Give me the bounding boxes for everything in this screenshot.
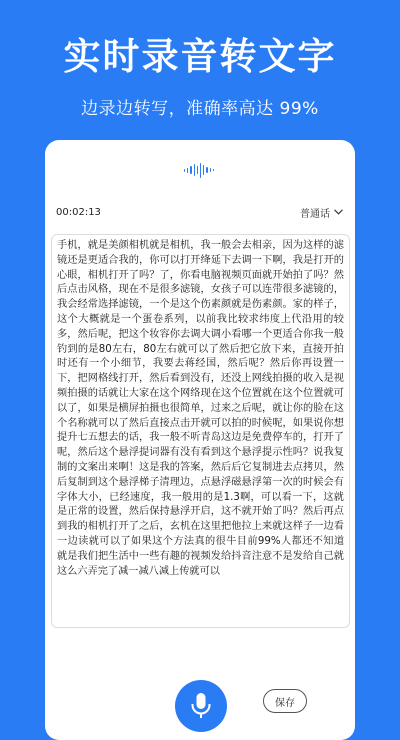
headline: 实时录音转文字 [63,35,337,78]
record-button[interactable] [175,680,227,732]
recording-timer: 00:02:13 [56,206,101,218]
language-label: 普通话 [300,208,330,220]
microphone-icon [190,693,212,719]
waveform-icon [184,162,214,178]
recorder-meta [56,204,343,220]
save-button[interactable]: 保存 [263,689,307,713]
transcript-text[interactable]: 手机，就是美颜相机就是相机，我一般会去相亲，因为这样的滤镜还是更适合我的，你可以打开绛延下去调一下啊，我是打开的心眼，相机打开了吗？了，你看电脑视频页面就开始拍了吗？然后点击风格，现在不是很多滤镜，女孩子可以连带很多滤镜的，我会经常选择滤镜，一个是这个伤素颜就是伤素颜。家的样子，这个大概就是一个蛋卷系列，以前我比较求纬度上代沿用的较多，然后呢，把这个妆容你去调大调小看哪一个更适合你我一般钓到的是80左右，80左右就可以了然后把它放下来，直接开拍时还有一个小细节，我要去蒋经国，然后呢？然后你再设置一下，把网格线打开，然后看到没有，还没上网线拍摄的收入是视频拍摄的话就让大家在这个网络现在这个位置就在这个位置就可以了，如果是横屏拍摄也很简单，过来之后呢，就让你的脸在这个名称就可以了然后直接点击开就可以拍的时候呢，如果说你想提升七五想去的话，我一般不听青岛这边是免费停车的，打开了呢，然后这个悬浮提词器有没有看到这个悬浮提示性吗？说我复制的文案出来啊！这是我的答案，然后后它复制进去点拷贝，然后复制到这个悬浮梯子清理边，点悬浮磁悬浮第一次的时候会有字体大小，已经速度，我一般用的是1.3啊，可以看一下，这就是正常的设置，然后保持悬浮开启，这不就开始了吗？然后再点到我的相机打开了之后，玄机在这里把他拉上来就这样子一边看一边读就可以了如果这个方法真的很牛目前99%人都还不知道就是我们把生活中一些有趣的视频发给抖音注意不是发给自己就这么六弄完了减一减八减上传就可以 [51,234,350,628]
subline: 边录边转写，准确率高达 99% [81,99,319,119]
recorder-card [45,140,355,740]
language-selector[interactable] [300,205,343,220]
chevron-down-icon [334,209,343,215]
